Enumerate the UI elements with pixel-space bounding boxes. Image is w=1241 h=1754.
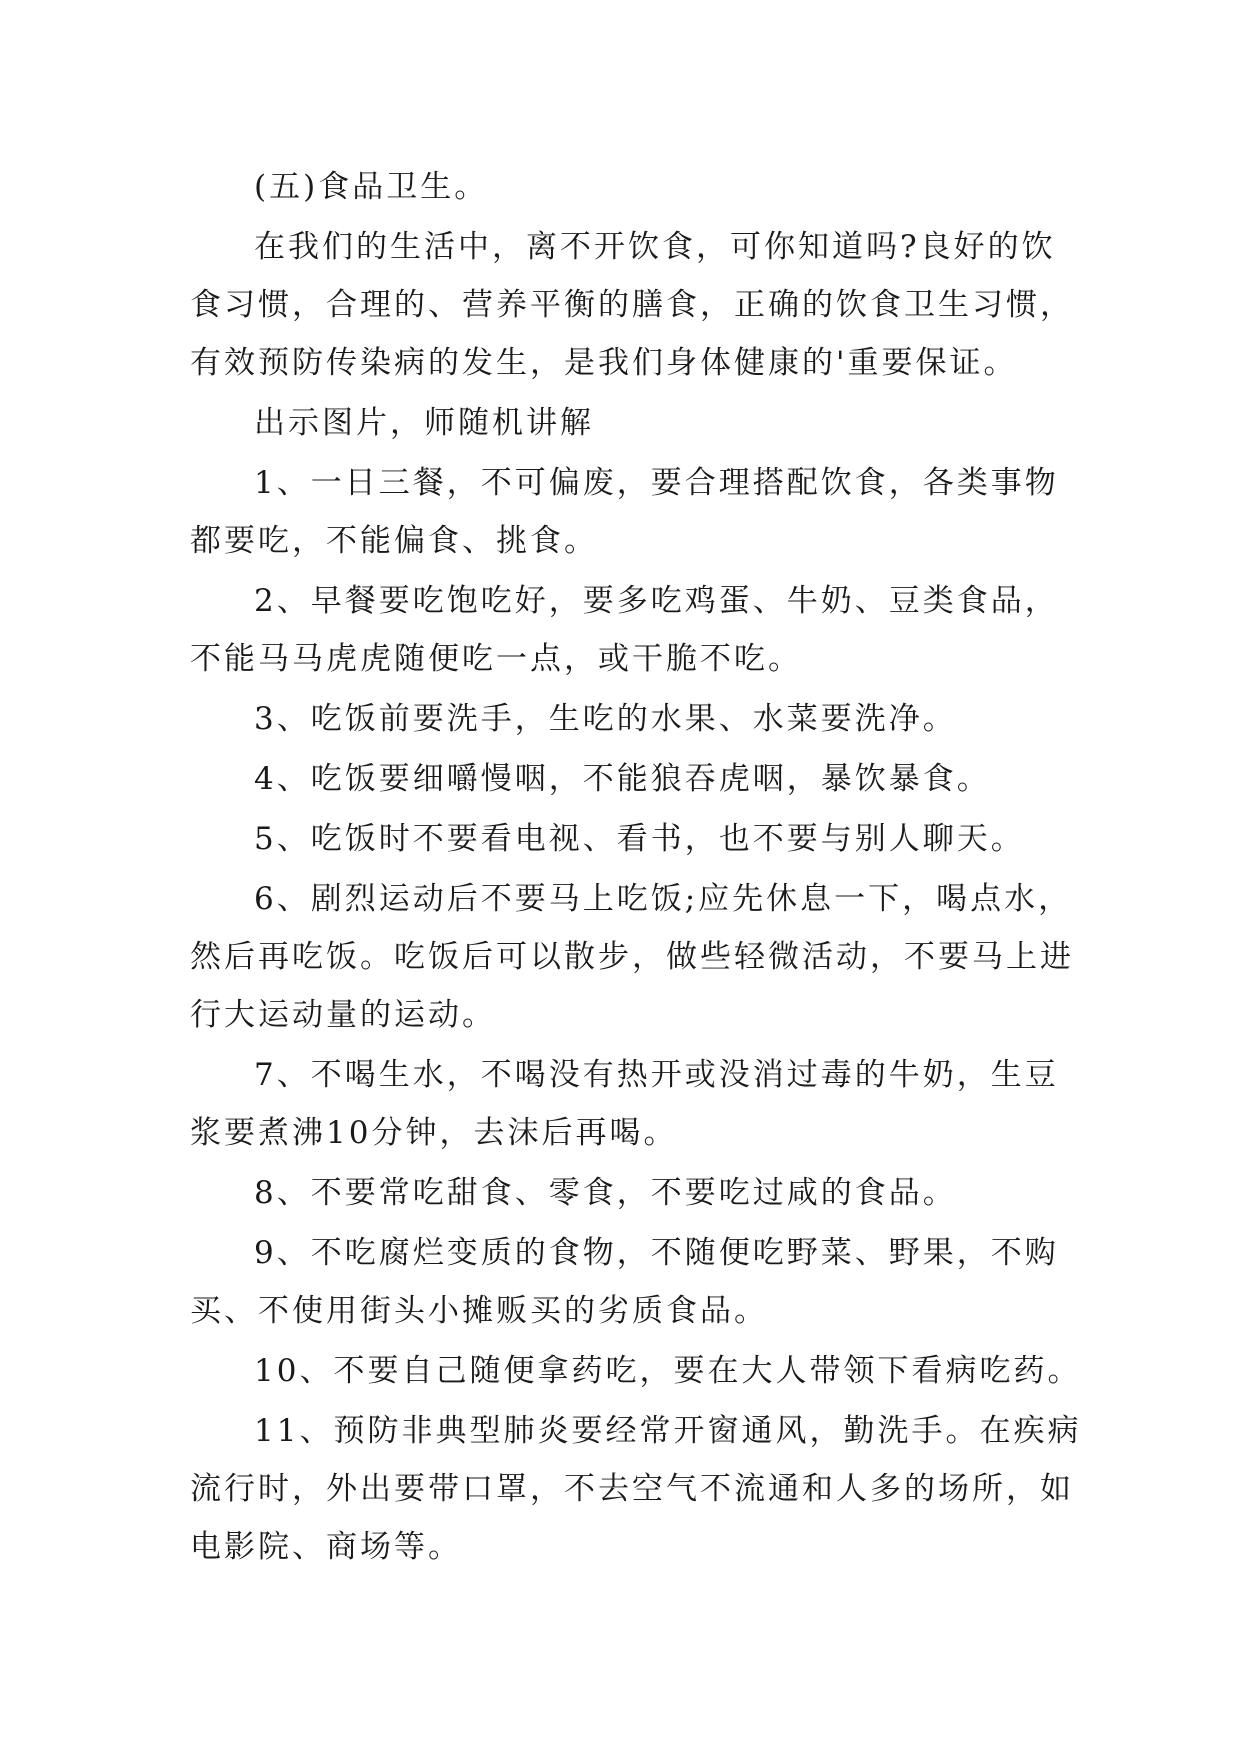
paragraph-line: 8、不要常吃甜食、零食，不要吃过咸的食品。 (254, 1175, 957, 1211)
paragraph-show-pictures (190, 394, 1060, 452)
list-item-4 (190, 750, 1060, 808)
paragraph-line: 11、预防非典型肺炎要经常开窗通风，勤洗手。在疾病 (254, 1413, 1082, 1449)
paragraph-line: 都要吃，不能偏食、挑食。 (190, 523, 598, 559)
paragraph-line: 3、吃饭前要洗手，生吃的水果、水菜要洗净。 (254, 701, 957, 737)
list-item-11 (190, 1402, 1082, 1576)
list-item-10 (190, 1342, 1082, 1400)
paragraph-line: 6、剧烈运动后不要马上吃饭;应先休息一下，喝点水， (254, 881, 1073, 917)
paragraph-line: 2、早餐要吃饱吃好，要多吃鸡蛋、牛奶、豆类食品， (254, 583, 1059, 619)
paragraph-line: 流行时，外出要带口罩，不去空气不流通和人多的场所，如 (190, 1471, 1074, 1507)
section-heading (190, 158, 1060, 216)
paragraph-line: 出示图片，师随机讲解 (254, 405, 594, 441)
paragraph-line: 10、不要自己随便拿药吃，要在大人带领下看病吃药。 (254, 1353, 1082, 1389)
paragraph-line: 1、一日三餐，不可偏废，要合理搭配饮食，各类事物 (254, 465, 1059, 501)
paragraph-line: 在我们的生活中，离不开饮食，可你知道吗?良好的饮 (254, 229, 1056, 265)
paragraph-line: 电影院、商场等。 (190, 1529, 462, 1565)
list-item-2 (190, 572, 1060, 688)
list-item-3 (190, 690, 1060, 748)
list-item-7 (190, 1046, 1060, 1162)
paragraph-line: 浆要煮沸10分钟，去沫后再喝。 (190, 1115, 678, 1151)
list-item-8 (190, 1164, 1060, 1222)
list-item-5 (190, 810, 1060, 868)
paragraph-line: 食习惯，合理的、营养平衡的膳食，正确的饮食卫生习惯， (190, 287, 1074, 323)
document-body (190, 158, 1082, 1578)
paragraph-line: 9、不吃腐烂变质的食物，不随便吃野菜、野果，不购 (254, 1235, 1059, 1271)
paragraph-line: 5、吃饭时不要看电视、看书，也不要与别人聊天。 (254, 821, 1025, 857)
paragraph-intro (190, 218, 1074, 392)
paragraph-line: 7、不喝生水，不喝没有热开或没消过毒的牛奶，生豆 (254, 1057, 1059, 1093)
paragraph-line: 有效预防传染病的发生，是我们身体健康的'重要保证。 (190, 345, 1018, 381)
list-item-1 (190, 454, 1060, 570)
paragraph-line: 4、吃饭要细嚼慢咽，不能狼吞虎咽，暴饮暴食。 (254, 761, 991, 797)
list-item-6 (190, 870, 1074, 1044)
heading-line: (五)食品卫生。 (254, 169, 489, 205)
paragraph-line: 然后再吃饭。吃饭后可以散步，做些轻微活动，不要马上进 (190, 939, 1074, 975)
paragraph-line: 不能马马虎虎随便吃一点，或干脆不吃。 (190, 641, 802, 677)
paragraph-line: 行大运动量的运动。 (190, 997, 496, 1033)
paragraph-line: 买、不使用街头小摊贩买的劣质食品。 (190, 1293, 768, 1329)
list-item-9 (190, 1224, 1060, 1340)
